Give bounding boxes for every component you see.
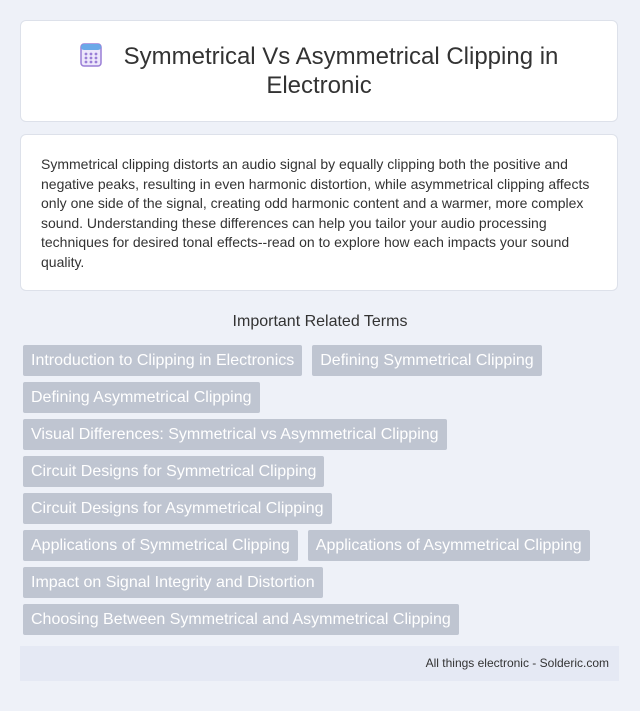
term-chip[interactable]: Choosing Between Symmetrical and Asymmetrical Clipping bbox=[23, 604, 459, 635]
summary-text: Symmetrical clipping distorts an audio signal by equally clipping both the positive and negative peaks, resulting in even harmonic distortion, while asymmetrical clipping affects only one side of the signal, creating odd harmonic content and a warmer, more complex sound. Understanding these differences can help you tailor your audio processing techniques for desired tonal effects--read on to explore how each impacts your sound quality. bbox=[41, 156, 590, 270]
term-chip[interactable]: Defining Asymmetrical Clipping bbox=[23, 382, 260, 413]
page-title: Symmetrical Vs Asymmetrical Clipping in Electronic bbox=[123, 43, 559, 99]
term-row bbox=[21, 528, 621, 565]
related-terms-list bbox=[21, 343, 621, 639]
calculator-icon bbox=[80, 43, 102, 67]
term-chip[interactable]: Defining Symmetrical Clipping bbox=[312, 345, 541, 376]
term-chip[interactable]: Impact on Signal Integrity and Distortion bbox=[23, 567, 323, 598]
title-card bbox=[20, 20, 618, 122]
term-chip[interactable]: Visual Differences: Symmetrical vs Asymmetrical Clipping bbox=[23, 419, 447, 450]
footer-text: All things electronic - Solderic.com bbox=[425, 656, 609, 670]
term-chip[interactable]: Introduction to Clipping in Electronics bbox=[23, 345, 302, 376]
footer bbox=[20, 646, 619, 681]
term-row bbox=[21, 343, 621, 380]
term-chip[interactable]: Applications of Symmetrical Clipping bbox=[23, 530, 298, 561]
term-row bbox=[21, 454, 621, 491]
summary-card bbox=[20, 134, 618, 291]
term-row bbox=[21, 491, 621, 528]
term-chip[interactable]: Circuit Designs for Asymmetrical Clipping bbox=[23, 493, 332, 524]
term-row bbox=[21, 565, 621, 602]
related-terms-heading: Important Related Terms bbox=[232, 313, 408, 330]
term-chip[interactable]: Applications of Asymmetrical Clipping bbox=[308, 530, 590, 561]
term-chip[interactable]: Circuit Designs for Symmetrical Clipping bbox=[23, 456, 324, 487]
term-row bbox=[21, 417, 621, 454]
page-title-wrap bbox=[59, 42, 579, 100]
term-row bbox=[21, 380, 621, 417]
term-row bbox=[21, 602, 621, 639]
